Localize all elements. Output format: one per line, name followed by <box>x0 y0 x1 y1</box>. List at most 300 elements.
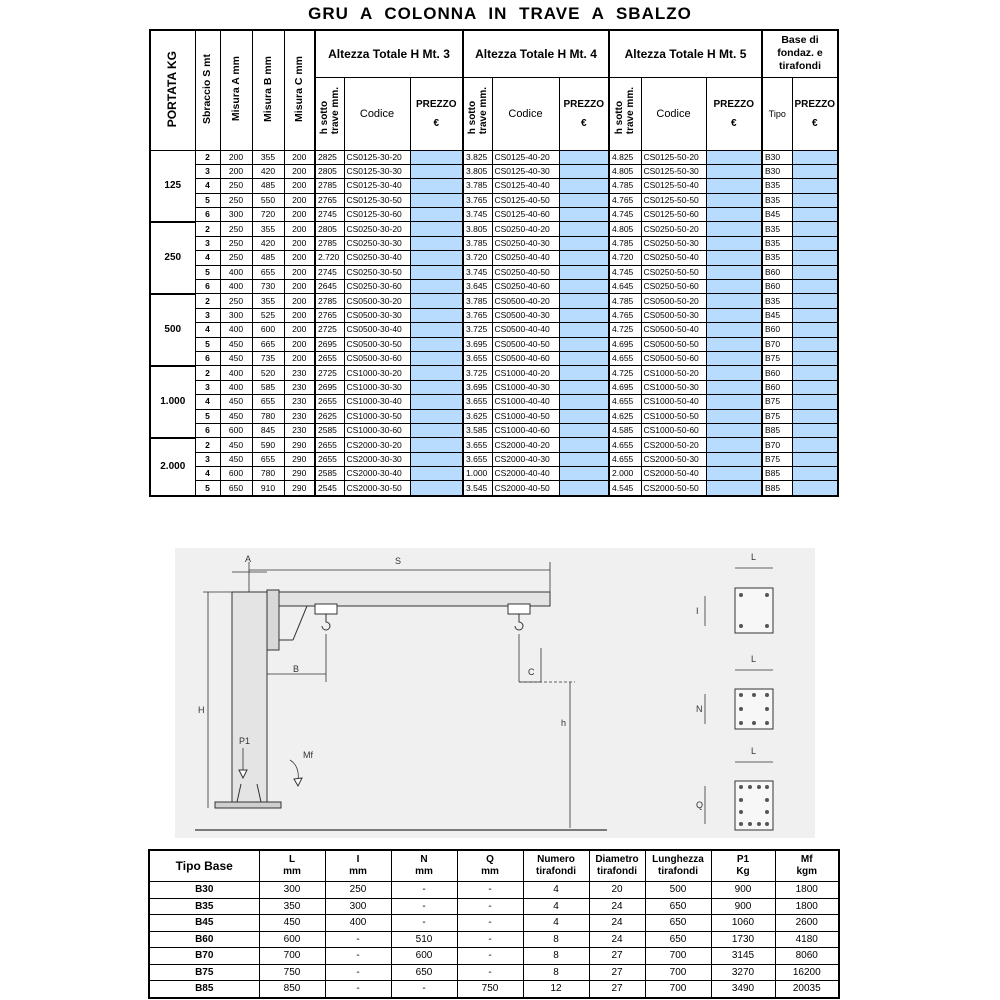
prezzo-base-cell <box>792 481 838 496</box>
misura-c-cell: 290 <box>284 438 315 452</box>
tipo-base-cell: B35 <box>762 222 792 236</box>
codice-h3-cell: CS0500-30-60 <box>344 351 410 365</box>
sbraccio-cell: 2 <box>195 294 220 308</box>
header-euro-4: € <box>580 117 587 129</box>
h-sotto-h5-cell: 4.725 <box>609 323 641 337</box>
misura-c-cell: 200 <box>284 179 315 193</box>
table-row <box>149 898 839 915</box>
h-sotto-h4-cell: 3.645 <box>463 280 492 294</box>
misura-a-cell: 300 <box>220 208 252 222</box>
prezzo-base-cell <box>792 208 838 222</box>
codice-h3-cell: CS0500-30-40 <box>344 323 410 337</box>
codice-h3-cell: CS1000-30-60 <box>344 423 410 437</box>
h-sotto-h5-cell: 4.765 <box>609 193 641 207</box>
misura-c-cell: 230 <box>284 409 315 423</box>
h-sotto-h3-cell: 2765 <box>315 308 344 322</box>
h-sotto-h5-cell: 4.655 <box>609 438 641 452</box>
header-euro-5: € <box>730 117 737 129</box>
codice-h4-cell: CS0125-40-60 <box>492 208 559 222</box>
header-group-h3: Altezza Totale H Mt. 3 <box>315 30 463 77</box>
portata-cell: 2.000 <box>150 438 195 496</box>
codice-h5-cell: CS1000-50-50 <box>641 409 706 423</box>
prezzo-h4-cell <box>559 351 609 365</box>
prezzo-h5-cell <box>706 380 762 394</box>
codice-h4-cell: CS0250-40-40 <box>492 251 559 265</box>
codice-h3-cell: CS0125-30-30 <box>344 164 410 178</box>
bases-cell: - <box>325 964 391 981</box>
prezzo-h4-cell <box>559 481 609 496</box>
header-misura-c: Misura C mm <box>292 55 305 122</box>
header-codice-4: Codice <box>492 77 559 150</box>
prezzo-h5-cell <box>706 423 762 437</box>
sbraccio-cell: 6 <box>195 351 220 365</box>
bases-cell: 3145 <box>711 948 775 965</box>
codice-h4-cell: CS1000-40-60 <box>492 423 559 437</box>
tipo-base-cell: B45 <box>762 208 792 222</box>
codice-h4-cell: CS0500-40-60 <box>492 351 559 365</box>
misura-a-cell: 450 <box>220 337 252 351</box>
table-row <box>150 452 838 466</box>
prezzo-h4-cell <box>559 337 609 351</box>
h-sotto-h5-cell: 4.765 <box>609 308 641 322</box>
prezzo-h3-cell <box>410 179 463 193</box>
prezzo-h4-cell <box>559 208 609 222</box>
prezzo-h3-cell <box>410 409 463 423</box>
misura-c-cell: 200 <box>284 351 315 365</box>
tipo-base-cell: B45 <box>762 308 792 322</box>
tipo-base-cell: B70 <box>762 337 792 351</box>
bases-cell: 650 <box>391 964 457 981</box>
header-tipo: Tipo <box>762 77 792 150</box>
table-row <box>149 882 839 899</box>
label-l-2: L <box>751 654 757 664</box>
prezzo-h3-cell <box>410 265 463 279</box>
codice-h3-cell: CS0500-30-30 <box>344 308 410 322</box>
h-sotto-h3-cell: 2695 <box>315 380 344 394</box>
bases-cell: B35 <box>149 898 259 915</box>
bases-cell: 27 <box>589 948 645 965</box>
prezzo-h5-cell <box>706 294 762 308</box>
bases-header-cell: Q mm <box>457 850 523 882</box>
h-sotto-h3-cell: 2805 <box>315 164 344 178</box>
prezzo-h4-cell <box>559 251 609 265</box>
codice-h5-cell: CS1000-50-20 <box>641 366 706 380</box>
prezzo-h3-cell <box>410 193 463 207</box>
table-row <box>150 150 838 164</box>
bases-cell: 12 <box>523 981 589 998</box>
prezzo-h5-cell <box>706 265 762 279</box>
crane-diagram <box>175 548 815 838</box>
bases-cell: 4 <box>523 882 589 899</box>
bases-cell: 8060 <box>775 948 839 965</box>
misura-b-cell: 735 <box>252 351 284 365</box>
prezzo-base-cell <box>792 452 838 466</box>
prezzo-h5-cell <box>706 409 762 423</box>
bases-cell: - <box>457 964 523 981</box>
prezzo-h5-cell <box>706 351 762 365</box>
prezzo-base-cell <box>792 251 838 265</box>
bases-cell: B85 <box>149 981 259 998</box>
header-misura-b: Misura B mm <box>261 55 274 122</box>
codice-h3-cell: CS0125-30-40 <box>344 179 410 193</box>
h-sotto-h5-cell: 4.545 <box>609 481 641 496</box>
prezzo-h4-cell <box>559 467 609 481</box>
codice-h4-cell: CS0125-40-20 <box>492 150 559 164</box>
table-row <box>149 931 839 948</box>
prezzo-h4-cell <box>559 294 609 308</box>
h-sotto-h3-cell: 2725 <box>315 366 344 380</box>
misura-b-cell: 845 <box>252 423 284 437</box>
table-row <box>150 208 838 222</box>
table-row <box>150 265 838 279</box>
misura-a-cell: 400 <box>220 323 252 337</box>
tipo-base-cell: B85 <box>762 481 792 496</box>
prezzo-h3-cell <box>410 351 463 365</box>
bases-cell: - <box>325 948 391 965</box>
tipo-base-cell: B60 <box>762 323 792 337</box>
trolley-left <box>315 604 337 614</box>
misura-a-cell: 200 <box>220 150 252 164</box>
misura-a-cell: 300 <box>220 308 252 322</box>
prezzo-h5-cell <box>706 308 762 322</box>
header-h-sotto-4: h sotto trave mm. <box>466 87 489 135</box>
header-euro-base: € <box>811 117 818 129</box>
misura-b-cell: 355 <box>252 150 284 164</box>
misura-c-cell: 200 <box>284 265 315 279</box>
bases-header-cell: Diametro tirafondi <box>589 850 645 882</box>
table-row <box>150 337 838 351</box>
prezzo-h4-cell <box>559 179 609 193</box>
h-sotto-h4-cell: 3.745 <box>463 208 492 222</box>
h-sotto-h3-cell: 2745 <box>315 265 344 279</box>
portata-cell: 250 <box>150 222 195 294</box>
prezzo-h4-cell <box>559 280 609 294</box>
sbraccio-cell: 6 <box>195 423 220 437</box>
misura-b-cell: 655 <box>252 452 284 466</box>
codice-h5-cell: CS0250-50-60 <box>641 280 706 294</box>
h-sotto-h5-cell: 4.655 <box>609 452 641 466</box>
misura-a-cell: 600 <box>220 467 252 481</box>
header-sbraccio: Sbraccio S mt <box>201 53 213 124</box>
codice-h4-cell: CS1000-40-20 <box>492 366 559 380</box>
bases-cell: 1800 <box>775 898 839 915</box>
h-sotto-h3-cell: 2785 <box>315 236 344 250</box>
codice-h3-cell: CS0250-30-50 <box>344 265 410 279</box>
codice-h3-cell: CS2000-30-20 <box>344 438 410 452</box>
sbraccio-cell: 5 <box>195 337 220 351</box>
label-p1: P1 <box>239 736 251 746</box>
h-sotto-h4-cell: 3.765 <box>463 308 492 322</box>
codice-h4-cell: CS0125-40-40 <box>492 179 559 193</box>
h-sotto-h4-cell: 3.720 <box>463 251 492 265</box>
bases-cell: - <box>457 915 523 932</box>
label-h-total: H <box>198 705 205 715</box>
prezzo-h4-cell <box>559 395 609 409</box>
h-sotto-h3-cell: 2785 <box>315 179 344 193</box>
misura-c-cell: 290 <box>284 481 315 496</box>
prezzo-h5-cell <box>706 323 762 337</box>
h-sotto-h4-cell: 3.765 <box>463 193 492 207</box>
table-row <box>150 308 838 322</box>
bases-cell: 350 <box>259 898 325 915</box>
h-sotto-h4-cell: 3.655 <box>463 351 492 365</box>
h-sotto-h3-cell: 2805 <box>315 222 344 236</box>
table-row <box>149 981 839 998</box>
h-sotto-h4-cell: 1.000 <box>463 467 492 481</box>
bases-cell: 20 <box>589 882 645 899</box>
codice-h5-cell: CS0250-50-50 <box>641 265 706 279</box>
crane-column <box>232 592 267 802</box>
prezzo-h3-cell <box>410 236 463 250</box>
h-sotto-h3-cell: 2545 <box>315 481 344 496</box>
h-sotto-h5-cell: 4.805 <box>609 164 641 178</box>
label-b: B <box>293 664 300 674</box>
codice-h5-cell: CS1000-50-30 <box>641 380 706 394</box>
prezzo-h5-cell <box>706 337 762 351</box>
misura-c-cell: 200 <box>284 308 315 322</box>
prezzo-base-cell <box>792 236 838 250</box>
tipo-base-cell: B85 <box>762 467 792 481</box>
codice-h4-cell: CS0500-40-50 <box>492 337 559 351</box>
codice-h3-cell: CS0250-30-20 <box>344 222 410 236</box>
misura-b-cell: 720 <box>252 208 284 222</box>
bases-header-cell: L mm <box>259 850 325 882</box>
bases-cell: - <box>457 898 523 915</box>
header-h-sotto-5: h sotto trave mm. <box>614 87 637 135</box>
bases-cell: - <box>457 882 523 899</box>
bases-cell: 27 <box>589 981 645 998</box>
prezzo-h4-cell <box>559 380 609 394</box>
misura-b-cell: 420 <box>252 164 284 178</box>
prezzo-h5-cell <box>706 452 762 466</box>
prezzo-base-cell <box>792 280 838 294</box>
codice-h4-cell: CS1000-40-50 <box>492 409 559 423</box>
codice-h3-cell: CS2000-30-40 <box>344 467 410 481</box>
h-sotto-h4-cell: 3.625 <box>463 409 492 423</box>
sbraccio-cell: 2 <box>195 150 220 164</box>
codice-h4-cell: CS2000-40-20 <box>492 438 559 452</box>
prezzo-h3-cell <box>410 423 463 437</box>
table-row <box>150 366 838 380</box>
bases-cell: 4 <box>523 898 589 915</box>
misura-a-cell: 400 <box>220 380 252 394</box>
h-sotto-h4-cell: 3.545 <box>463 481 492 496</box>
prezzo-h5-cell <box>706 222 762 236</box>
misura-a-cell: 400 <box>220 280 252 294</box>
prezzo-base-cell <box>792 323 838 337</box>
h-sotto-h4-cell: 3.805 <box>463 164 492 178</box>
prezzo-h4-cell <box>559 236 609 250</box>
bases-cell: 750 <box>259 964 325 981</box>
misura-c-cell: 230 <box>284 380 315 394</box>
tipo-base-cell: B75 <box>762 452 792 466</box>
prezzo-h4-cell <box>559 323 609 337</box>
h-sotto-h3-cell: 2745 <box>315 208 344 222</box>
codice-h4-cell: CS2000-40-50 <box>492 481 559 496</box>
codice-h3-cell: CS0250-30-60 <box>344 280 410 294</box>
misura-b-cell: 485 <box>252 251 284 265</box>
prezzo-h3-cell <box>410 395 463 409</box>
tipo-base-cell: B60 <box>762 366 792 380</box>
h-sotto-h5-cell: 4.805 <box>609 222 641 236</box>
bases-cell: 24 <box>589 931 645 948</box>
misura-b-cell: 355 <box>252 222 284 236</box>
bases-cell: - <box>391 882 457 899</box>
bases-cell: 900 <box>711 898 775 915</box>
bases-cell: 450 <box>259 915 325 932</box>
h-sotto-h4-cell: 3.655 <box>463 395 492 409</box>
table-row <box>150 351 838 365</box>
sbraccio-cell: 5 <box>195 265 220 279</box>
bases-cell: 650 <box>645 915 711 932</box>
table-row <box>150 481 838 496</box>
misura-b-cell: 485 <box>252 179 284 193</box>
trolley-right <box>508 604 530 614</box>
prezzo-base-cell <box>792 366 838 380</box>
misura-a-cell: 250 <box>220 222 252 236</box>
bases-cell: - <box>325 981 391 998</box>
h-sotto-h5-cell: 4.745 <box>609 265 641 279</box>
header-codice-3: Codice <box>344 77 410 150</box>
bases-cell: B45 <box>149 915 259 932</box>
prezzo-h4-cell <box>559 265 609 279</box>
misura-b-cell: 730 <box>252 280 284 294</box>
codice-h3-cell: CS2000-30-30 <box>344 452 410 466</box>
bases-cell: 650 <box>645 898 711 915</box>
bases-cell: 300 <box>325 898 391 915</box>
prezzo-base-cell <box>792 467 838 481</box>
codice-h4-cell: CS0250-40-50 <box>492 265 559 279</box>
label-a: A <box>245 554 252 564</box>
h-sotto-h4-cell: 3.655 <box>463 438 492 452</box>
misura-c-cell: 200 <box>284 251 315 265</box>
sbraccio-cell: 3 <box>195 452 220 466</box>
h-sotto-h3-cell: 2825 <box>315 150 344 164</box>
h-sotto-h3-cell: 2645 <box>315 280 344 294</box>
h-sotto-h4-cell: 3.785 <box>463 236 492 250</box>
prezzo-h5-cell <box>706 164 762 178</box>
misura-b-cell: 355 <box>252 294 284 308</box>
tipo-base-cell: B35 <box>762 179 792 193</box>
misura-c-cell: 230 <box>284 395 315 409</box>
prezzo-h5-cell <box>706 280 762 294</box>
bases-cell: 4180 <box>775 931 839 948</box>
codice-h5-cell: CS0500-50-40 <box>641 323 706 337</box>
bases-cell: 600 <box>259 931 325 948</box>
prezzo-base-cell <box>792 265 838 279</box>
prezzo-base-cell <box>792 337 838 351</box>
bases-cell: 400 <box>325 915 391 932</box>
codice-h5-cell: CS0500-50-20 <box>641 294 706 308</box>
codice-h3-cell: CS1000-30-20 <box>344 366 410 380</box>
prezzo-h3-cell <box>410 481 463 496</box>
prezzo-h3-cell <box>410 438 463 452</box>
sbraccio-cell: 5 <box>195 481 220 496</box>
h-sotto-h3-cell: 2625 <box>315 409 344 423</box>
codice-h3-cell: CS0125-30-50 <box>344 193 410 207</box>
table-row <box>150 409 838 423</box>
sbraccio-cell: 5 <box>195 409 220 423</box>
table-row <box>150 164 838 178</box>
bases-header-cell: P1 Kg <box>711 850 775 882</box>
codice-h5-cell: CS0500-50-60 <box>641 351 706 365</box>
table-row <box>150 236 838 250</box>
h-sotto-h5-cell: 2.000 <box>609 467 641 481</box>
prezzo-h5-cell <box>706 366 762 380</box>
header-prezzo-3: PREZZO <box>415 98 457 110</box>
h-sotto-h5-cell: 4.585 <box>609 423 641 437</box>
bases-cell: 650 <box>645 931 711 948</box>
codice-h5-cell: CS0250-50-30 <box>641 236 706 250</box>
sbraccio-cell: 4 <box>195 179 220 193</box>
prezzo-h3-cell <box>410 208 463 222</box>
codice-h3-cell: CS1000-30-50 <box>344 409 410 423</box>
codice-h4-cell: CS2000-40-30 <box>492 452 559 466</box>
prezzo-h5-cell <box>706 481 762 496</box>
h-sotto-h4-cell: 3.725 <box>463 366 492 380</box>
tipo-base-cell: B70 <box>762 438 792 452</box>
codice-h5-cell: CS0250-50-20 <box>641 222 706 236</box>
header-codice-5: Codice <box>641 77 706 150</box>
h-sotto-h3-cell: 2765 <box>315 193 344 207</box>
header-group-base: Base di fondaz. e tirafondi <box>762 30 838 77</box>
table-row <box>149 964 839 981</box>
misura-c-cell: 200 <box>284 150 315 164</box>
misura-c-cell: 200 <box>284 236 315 250</box>
prezzo-h3-cell <box>410 380 463 394</box>
misura-a-cell: 250 <box>220 236 252 250</box>
prezzo-h4-cell <box>559 308 609 322</box>
label-l-3: L <box>751 746 757 756</box>
sbraccio-cell: 2 <box>195 222 220 236</box>
misura-a-cell: 400 <box>220 366 252 380</box>
prezzo-h4-cell <box>559 409 609 423</box>
bases-cell: 8 <box>523 948 589 965</box>
prezzo-h3-cell <box>410 251 463 265</box>
tipo-base-cell: B75 <box>762 395 792 409</box>
misura-b-cell: 520 <box>252 366 284 380</box>
sbraccio-cell: 3 <box>195 308 220 322</box>
portata-cell: 500 <box>150 294 195 366</box>
header-portata: PORTATA KG <box>165 50 180 127</box>
codice-h4-cell: CS0500-40-20 <box>492 294 559 308</box>
table-row <box>150 380 838 394</box>
sbraccio-cell: 4 <box>195 395 220 409</box>
codice-h3-cell: CS2000-30-50 <box>344 481 410 496</box>
h-sotto-h3-cell: 2.720 <box>315 251 344 265</box>
codice-h5-cell: CS2000-50-30 <box>641 452 706 466</box>
prezzo-base-cell <box>792 179 838 193</box>
codice-h3-cell: CS0125-30-20 <box>344 150 410 164</box>
prezzo-base-cell <box>792 294 838 308</box>
prezzo-h5-cell <box>706 150 762 164</box>
prezzo-h3-cell <box>410 337 463 351</box>
header-h-sotto-3: h sotto trave mm. <box>318 87 341 135</box>
codice-h5-cell: CS0125-50-50 <box>641 193 706 207</box>
table-row <box>150 193 838 207</box>
prezzo-h3-cell <box>410 164 463 178</box>
sbraccio-cell: 6 <box>195 208 220 222</box>
bases-cell: 3490 <box>711 981 775 998</box>
table-row <box>150 222 838 236</box>
bases-cell: 300 <box>259 882 325 899</box>
h-sotto-h4-cell: 3.805 <box>463 222 492 236</box>
misura-a-cell: 250 <box>220 193 252 207</box>
codice-h5-cell: CS2000-50-50 <box>641 481 706 496</box>
tipo-base-cell: B85 <box>762 423 792 437</box>
codice-h4-cell: CS1000-40-30 <box>492 380 559 394</box>
prezzo-h4-cell <box>559 193 609 207</box>
